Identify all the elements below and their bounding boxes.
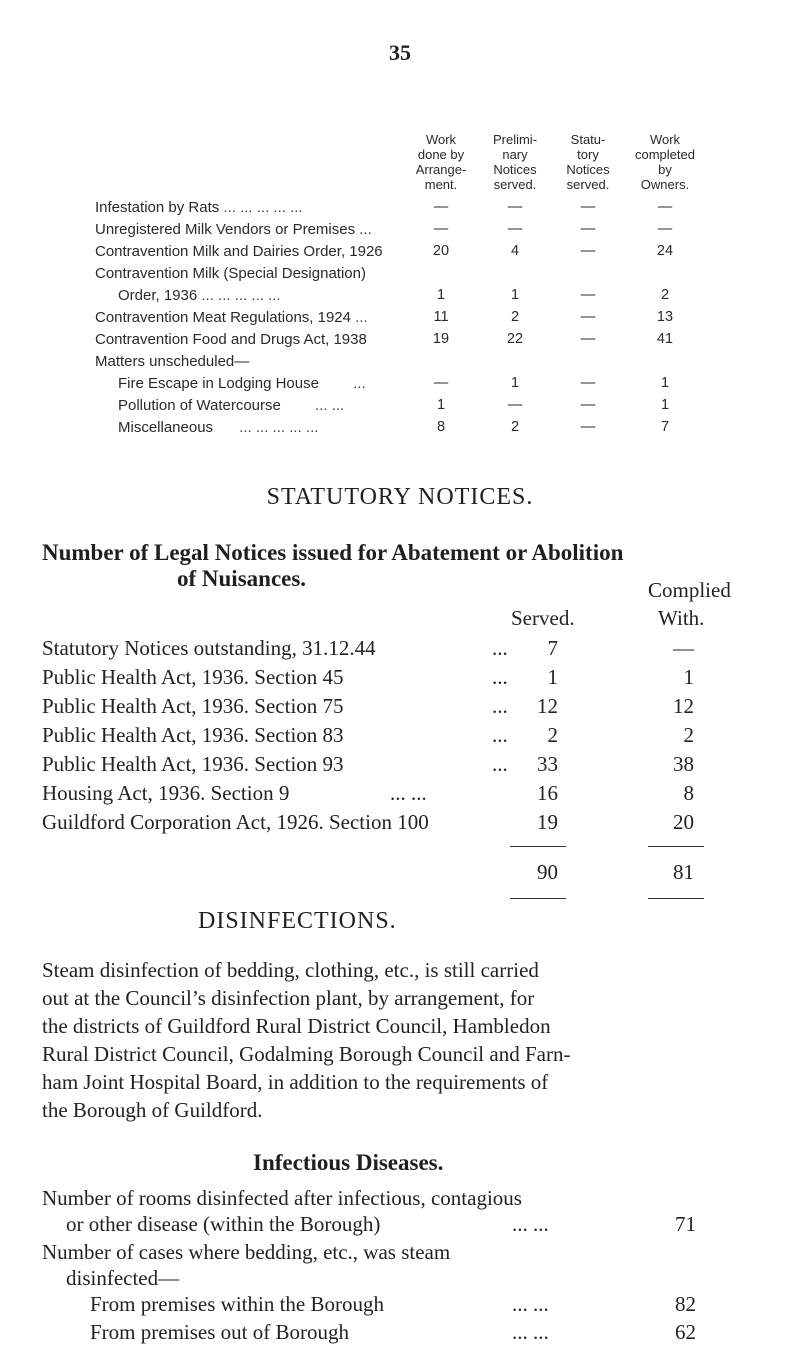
cell-arrangement: 19	[432, 331, 450, 347]
cell-preliminary: —	[507, 199, 523, 215]
leader-dots: ... ...	[512, 1212, 549, 1236]
col-header-arrangement: Work done by Arrange- ment.	[415, 132, 467, 192]
table-row: Order, 1936 ... ... ... ... ...	[118, 287, 281, 304]
col-header-completed-by-owners: Work completed by Owners.	[635, 132, 695, 192]
cell-owners: 13	[656, 309, 674, 325]
within-borough-label: From premises within the Borough	[90, 1292, 384, 1316]
cell-arrangement: —	[433, 375, 449, 391]
cell-statutory: —	[580, 419, 596, 435]
table-row: Miscellaneous ... ... ... ... ...	[118, 419, 319, 436]
cell-preliminary: 2	[510, 419, 520, 435]
complied-value: 38	[673, 752, 694, 776]
cell-preliminary: 1	[510, 375, 520, 391]
table-row: Matters unscheduled—	[95, 353, 250, 370]
served-header: Served.	[511, 606, 575, 630]
table-row: Public Health Act, 1936. Section 75	[42, 694, 344, 718]
cell-arrangement: —	[433, 221, 449, 237]
cell-preliminary: —	[507, 397, 523, 413]
cell-arrangement: 20	[432, 243, 450, 259]
served-value: 1	[547, 665, 558, 689]
out-of-borough-value: 62	[675, 1320, 696, 1344]
leader-dots: ...	[492, 665, 508, 689]
page-number: 35	[389, 40, 411, 65]
cell-arrangement: 8	[436, 419, 446, 435]
table-row: Infestation by Rats ... ... ... ... ...	[95, 199, 303, 216]
cell-owners: 1	[660, 375, 670, 391]
cell-statutory: —	[580, 375, 596, 391]
cell-owners: 1	[660, 397, 670, 413]
served-value: 2	[547, 723, 558, 747]
cell-statutory: —	[580, 397, 596, 413]
table-row: Public Health Act, 1936. Section 83	[42, 723, 344, 747]
cell-owners: —	[657, 199, 673, 215]
table-row: Contravention Meat Regulations, 1924 ...	[95, 309, 368, 326]
table-row: Unregistered Milk Vendors or Premises ...	[95, 221, 372, 238]
table-row: Contravention Food and Drugs Act, 1938	[95, 331, 367, 348]
complied-value: 8	[683, 781, 694, 805]
within-borough-value: 82	[675, 1292, 696, 1316]
rooms-disinfected-value: 71	[675, 1212, 696, 1236]
table-row: Public Health Act, 1936. Section 93	[42, 752, 344, 776]
cell-statutory: —	[580, 287, 596, 303]
cell-owners: 24	[656, 243, 674, 259]
cell-statutory: —	[580, 243, 596, 259]
col-header-preliminary-notices: Prelimi- nary Notices served.	[492, 132, 538, 192]
cell-preliminary: 2	[510, 309, 520, 325]
cell-statutory: —	[580, 331, 596, 347]
disinfection-paragraph: Steam disinfection of bedding, clothing, etc., is still carried out at the Council’s disinfection plant, by arrangement, for the districts of Guildford Rural District Council, Hambledon Rural District Council, Godalming Borough Council and Farn- ham Joint Hospital Board, in addition to the requirements of the Borough of Guildford.	[42, 958, 571, 1122]
table-row: Contravention Milk and Dairies Order, 1926	[95, 243, 383, 260]
statutory-notices-heading: STATUTORY NOTICES.	[266, 484, 534, 510]
table-row: Housing Act, 1936. Section 9	[42, 781, 290, 805]
rooms-disinfected-line1: Number of rooms disinfected after infectious, contagious	[42, 1186, 522, 1210]
table-row: Guildford Corporation Act, 1926. Section 100	[42, 810, 429, 834]
leader-dots: ... ...	[390, 781, 427, 805]
legal-notices-subheading-cont: of Nuisances.	[177, 566, 307, 591]
cell-statutory: —	[580, 221, 596, 237]
served-value: 19	[537, 810, 558, 834]
cell-preliminary: 22	[506, 331, 524, 347]
disinfections-heading: DISINFECTIONS.	[198, 908, 397, 934]
cell-arrangement: 1	[436, 287, 446, 303]
complied-value: 1	[683, 665, 694, 689]
cell-arrangement: 11	[433, 309, 449, 325]
served-total-rule-top	[510, 846, 566, 847]
cell-statutory: —	[580, 309, 596, 325]
complied-total-rule-top	[648, 846, 704, 847]
cell-owners: 7	[660, 419, 670, 435]
complied-value: 2	[683, 723, 694, 747]
complied-total: 81	[673, 860, 694, 884]
served-value: 12	[537, 694, 558, 718]
cell-arrangement: —	[433, 199, 449, 215]
cell-statutory: —	[580, 199, 596, 215]
cell-preliminary: 1	[510, 287, 520, 303]
complied-value: 20	[673, 810, 694, 834]
table-row: Contravention Milk (Special Designation)	[95, 265, 366, 282]
cell-owners: 41	[656, 331, 674, 347]
bedding-cases-line1: Number of cases where bedding, etc., was steam	[42, 1240, 451, 1264]
legal-notices-subheading: Number of Legal Notices issued for Abatement or Abolition	[42, 540, 624, 565]
served-value: 33	[537, 752, 558, 776]
table-row: Fire Escape in Lodging House ...	[118, 375, 366, 392]
served-total-rule-bottom	[510, 898, 566, 899]
table-row: Public Health Act, 1936. Section 45	[42, 665, 344, 689]
cell-arrangement: 1	[436, 397, 446, 413]
table-row: Pollution of Watercourse ... ...	[118, 397, 345, 414]
bedding-cases-line2: disinfected—	[66, 1266, 180, 1290]
leader-dots: ...	[492, 636, 508, 660]
cell-preliminary: 4	[510, 243, 520, 259]
leader-dots: ...	[492, 694, 508, 718]
served-value: 7	[547, 636, 558, 660]
cell-preliminary: —	[507, 221, 523, 237]
infectious-diseases-heading: Infectious Diseases.	[253, 1150, 444, 1175]
complied-value: 12	[673, 694, 694, 718]
with-header: With.	[658, 606, 705, 630]
out-of-borough-label: From premises out of Borough	[90, 1320, 349, 1344]
rooms-disinfected-line2: or other disease (within the Borough)	[66, 1212, 381, 1236]
leader-dots: ... ...	[512, 1320, 549, 1344]
col-header-statutory-notices: Statu- tory Notices served.	[566, 132, 610, 192]
leader-dots: ... ...	[512, 1292, 549, 1316]
complied-total-rule-bottom	[648, 898, 704, 899]
complied-header: Complied	[648, 578, 731, 602]
complied-value: —	[673, 636, 694, 660]
cell-owners: —	[657, 221, 673, 237]
cell-owners: 2	[660, 287, 670, 303]
table-row: Statutory Notices outstanding, 31.12.44	[42, 636, 376, 660]
leader-dots: ...	[492, 752, 508, 776]
served-value: 16	[537, 781, 558, 805]
leader-dots: ...	[492, 723, 508, 747]
served-total: 90	[537, 860, 558, 884]
